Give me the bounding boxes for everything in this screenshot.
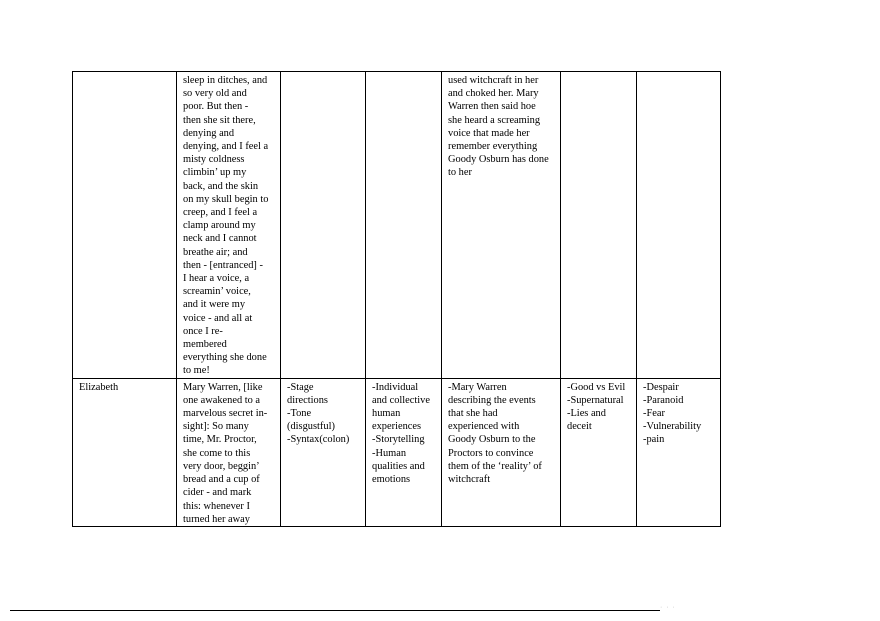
- cell-text-line: -Good vs Evil: [567, 381, 626, 393]
- cell-text-line: one awakened to a: [183, 394, 261, 406]
- table-cell-themes: [561, 378, 637, 526]
- cell-text-line: time, Mr. Proctor,: [183, 434, 257, 446]
- table-cell-emotions: [637, 378, 721, 526]
- cell-text-line: to her: [448, 167, 472, 179]
- cell-text-line: climbin’ up my: [183, 167, 247, 179]
- cell-text-line: screamin’ voice,: [183, 286, 251, 298]
- cell-text-line: poor. But then -: [183, 101, 249, 113]
- analysis-table: [72, 71, 721, 527]
- cell-text-line: Goody Osburn to the: [448, 434, 536, 446]
- cell-text-line: -Vulnerability: [643, 421, 702, 433]
- cell-text-line: experiences: [372, 421, 422, 433]
- cell-text-line: to me!: [183, 365, 210, 377]
- cell-text-line: creep, and I feel a: [183, 207, 258, 219]
- table-cell-quote: [177, 378, 281, 526]
- cell-text-line: -Tone: [287, 408, 312, 420]
- cell-text-line: Mary Warren, [like: [183, 381, 263, 393]
- table-cell-conventions: [366, 378, 442, 526]
- cell-text-line: I hear a voice, a: [183, 273, 250, 285]
- cell-text-line: Proctors to convince: [448, 447, 534, 459]
- cell-text-line: -Despair: [643, 381, 679, 393]
- cell-text-line: deceit: [567, 421, 592, 433]
- cell-text-line: on my skull begin to: [183, 193, 269, 205]
- cell-text-line: membered: [183, 339, 227, 351]
- cell-text-line: and choked her. Mary: [448, 88, 539, 100]
- cell-text-line: emotions: [372, 474, 411, 486]
- cell-text-line: -Storytelling: [372, 434, 425, 446]
- cell-text-line: voice that made her: [448, 127, 530, 139]
- table-cell-emotions: [637, 72, 721, 379]
- cell-text-line: sleep in ditches, and: [183, 75, 268, 86]
- cell-text-line: back, and the skin: [183, 180, 259, 192]
- cell-text-line: -pain: [643, 434, 665, 446]
- cell-text-line: -Individual: [372, 381, 419, 393]
- cell-text-line: marvelous secret in-: [183, 408, 268, 420]
- cell-text-line: -Fear: [643, 408, 665, 420]
- cell-text-line: sight]: So many: [183, 421, 249, 433]
- cell-text-line: -Syntax(colon): [287, 434, 350, 446]
- cell-text-line: Goody Osburn has done: [448, 154, 549, 166]
- cell-text-line: bread and a cup of: [183, 474, 260, 486]
- table-cell-explanation: [442, 378, 561, 526]
- table-cell-techniques: [281, 378, 366, 526]
- cell-text-line: turned her away: [183, 513, 250, 525]
- cell-text-line: witchcraft: [448, 474, 491, 486]
- cell-text-line: remember everything: [448, 141, 538, 153]
- cell-text-line: once I re-: [183, 325, 223, 337]
- cell-text-line: directions: [287, 394, 328, 406]
- cell-text-line: denying, and I feel a: [183, 141, 269, 153]
- cell-text-line: -Human: [372, 447, 407, 459]
- cell-text-line: breathe air; and: [183, 246, 248, 258]
- cell-text-line: used witchcraft in her: [448, 75, 539, 86]
- table-cell-themes: [561, 72, 637, 379]
- table-row: [73, 378, 721, 526]
- cell-text-line: everything she done: [183, 352, 267, 364]
- cell-text-line: qualities and: [372, 460, 425, 472]
- cell-text-line: -Supernatural: [567, 394, 624, 406]
- table-cell-explanation: [442, 72, 561, 379]
- cell-text-line: then - [entranced] -: [183, 259, 263, 271]
- cell-text-line: so very old and: [183, 88, 247, 100]
- cell-text-line: and collective: [372, 394, 430, 406]
- cell-text-line: misty coldness: [183, 154, 245, 166]
- cell-text-line: human: [372, 408, 401, 420]
- cell-text-line: denying and: [183, 127, 235, 139]
- cell-text-line: this: whenever I: [183, 500, 250, 512]
- table-cell-character: [73, 378, 177, 526]
- cell-text-line: Warren then said hoe: [448, 101, 536, 113]
- cell-text-line: -Lies and: [567, 408, 606, 420]
- table-row: [73, 72, 721, 379]
- cell-text-line: Elizabeth: [79, 381, 119, 393]
- cell-text-line: and it were my: [183, 299, 246, 311]
- cell-text-line: she heard a screaming: [448, 114, 541, 126]
- cell-text-line: -Stage: [287, 381, 314, 393]
- cell-text-line: cider - and mark: [183, 487, 252, 499]
- table-cell-quote: [177, 72, 281, 379]
- cell-text-line: -Paranoid: [643, 394, 684, 406]
- footer-watermark: · · ·: [660, 604, 676, 611]
- cell-text-line: them of the ‘reality’ of: [448, 460, 542, 472]
- table-cell-character: [73, 72, 177, 379]
- cell-text-line: experienced with: [448, 421, 520, 433]
- cell-text-line: then she sit there,: [183, 114, 256, 126]
- footer-rule: [10, 610, 660, 611]
- cell-text-line: voice - and all at: [183, 312, 253, 324]
- cell-text-line: that she had: [448, 408, 498, 420]
- cell-text-line: she come to this: [183, 447, 251, 459]
- table-cell-conventions: [366, 72, 442, 379]
- cell-text-line: -Mary Warren: [448, 381, 507, 393]
- cell-text-line: neck and I cannot: [183, 233, 257, 245]
- cell-text-line: (disgustful): [287, 421, 335, 433]
- cell-text-line: clamp around my: [183, 220, 256, 232]
- table-cell-techniques: [281, 72, 366, 379]
- cell-text-line: very door, beggin’: [183, 460, 260, 472]
- cell-text-line: describing the events: [448, 394, 536, 406]
